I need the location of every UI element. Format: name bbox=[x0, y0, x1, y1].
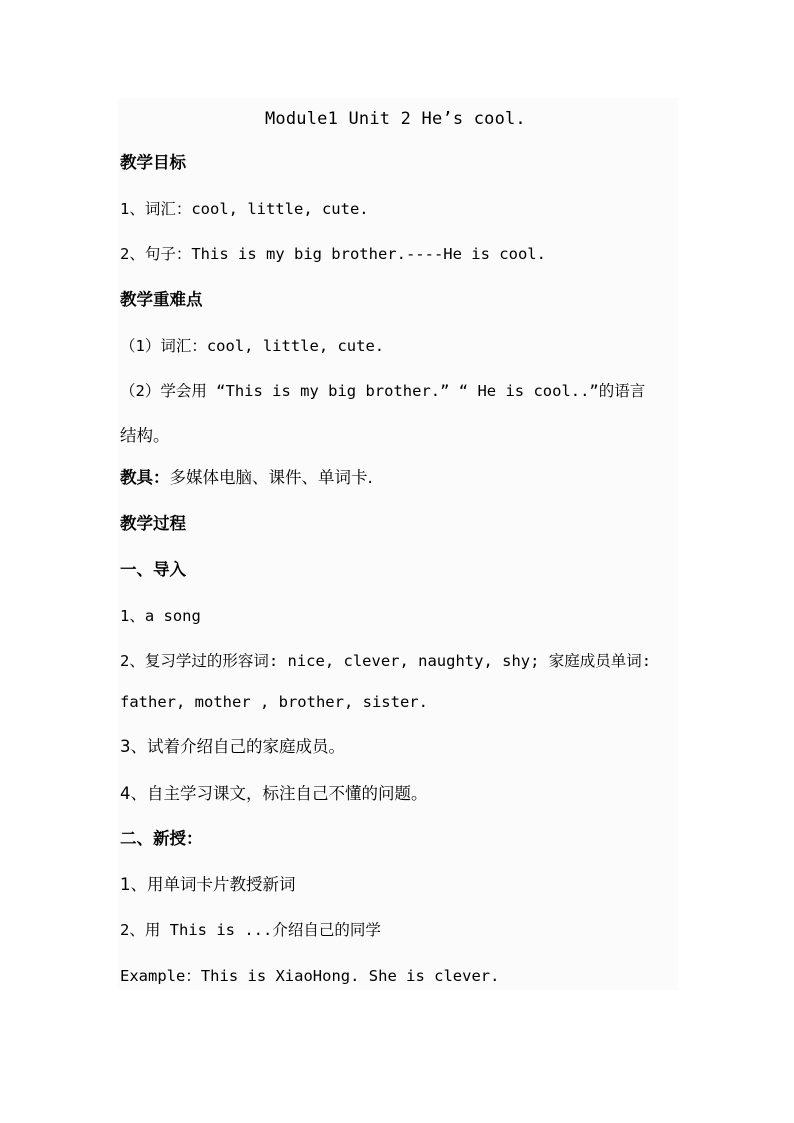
teaching-aids-text: 多媒体电脑、课件、单词卡. bbox=[169, 468, 373, 487]
heading-introduction: 一、导入 bbox=[120, 560, 186, 579]
key-point-structure: （2）学会用 “This is my big brother.” “ He is cool..”的语言 bbox=[120, 382, 646, 400]
key-point-structure-cont: 结构。 bbox=[120, 426, 170, 445]
heading-key-points: 教学重难点 bbox=[120, 290, 203, 309]
example-sentence: Example：This is XiaoHong. She is clever. bbox=[120, 967, 500, 985]
new-step-1: 1、用单词卡片教授新词 bbox=[120, 875, 296, 894]
goal-vocabulary: 1、词汇：cool, little, cute. bbox=[120, 200, 369, 218]
new-step-2: 2、用 This is ...介绍自己的同学 bbox=[120, 921, 381, 939]
teaching-aids-label: 教具： bbox=[120, 468, 170, 487]
page-title: Module1 Unit 2 He’s cool. bbox=[265, 109, 526, 129]
teaching-aids bbox=[120, 467, 373, 489]
intro-step-2: 2、复习学过的形容词: nice, clever, naughty, shy; 家庭成员单词: bbox=[120, 652, 652, 670]
heading-teaching-process: 教学过程 bbox=[120, 514, 186, 533]
intro-step-3: 3、试着介绍自己的家庭成员。 bbox=[120, 737, 345, 756]
goal-sentence: 2、句子：This is my big brother.----He is cool. bbox=[120, 245, 546, 263]
intro-step-4: 4、自主学习课文，标注自己不懂的问题。 bbox=[120, 784, 428, 803]
intro-step-1: 1、a song bbox=[120, 607, 201, 625]
heading-teaching-goals: 教学目标 bbox=[120, 153, 186, 172]
key-point-vocabulary: （1）词汇：cool, little, cute. bbox=[120, 337, 385, 355]
heading-new-lesson: 二、新授： bbox=[120, 829, 203, 848]
intro-step-2-cont: father, mother , brother, sister. bbox=[120, 693, 428, 711]
content-area bbox=[118, 98, 678, 990]
